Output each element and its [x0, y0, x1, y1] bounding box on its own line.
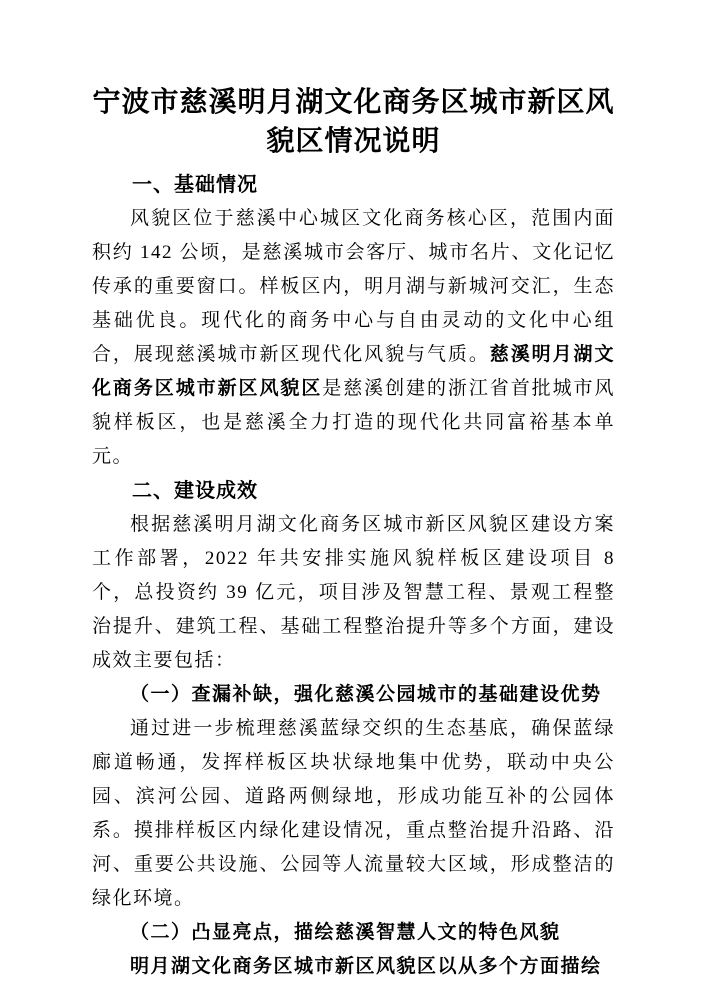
section-1-paragraph — [92, 202, 615, 474]
paragraph-text: 是慈溪创建的浙江省首批城市风貌样板区，也是慈溪全力打造的现代化共同富裕基本单元。 — [92, 378, 615, 467]
subsection-2-paragraph: 明月湖文化商务区城市新区风貌区以从多个方面描绘 — [130, 956, 602, 977]
section-2-paragraph: 根据慈溪明月湖文化商务区城市新区风貌区建设方案工作部署，2022 年共安排实施风貌样板区建设项目 8 个，总投资约 39 亿元，项目涉及智慧工程、景观工程整治提升、建筑工程、基础工程整治提升等多个方面，建设成效主要包括： — [92, 514, 615, 671]
paragraph-bold-phrase: 慈溪明月湖文化商务区城市新区风貌区 — [92, 344, 615, 399]
document-title: 宁波市慈溪明月湖文化商务区城市新区风貌区情况说明 — [92, 86, 615, 156]
subsection-1-heading: （一）查漏补缺，强化慈溪公园城市的基础建设优势 — [130, 684, 602, 705]
section-1-heading: 一、基础情况 — [132, 174, 258, 196]
section-2-heading: 二、建设成效 — [132, 480, 258, 502]
subsection-1-paragraph: 通过进一步梳理慈溪蓝绿交织的生态基底，确保蓝绿廊道畅通，发挥样板区块状绿地集中优势，联动中央公园、滨河公园、道路两侧绿地，形成功能互补的公园体系。摸排样板区内绿化建设情况，重点整治提升沿路、沿河、重要公共设施、公园等人流量较大区域，形成整洁的绿化环境。 — [92, 718, 615, 909]
subsection-2-heading: （二）凸显亮点，描绘慈溪智慧人文的特色风貌 — [130, 922, 561, 943]
paragraph-text: 风貌区位于慈溪中心城区文化商务核心区，范围内面积约 142 公顷，是慈溪城市会客厅、城市名片、文化记忆传承的重要窗口。样板区内，明月湖与新城河交汇，生态基础优良。现代化的商务中心与自由灵动的文化中心组合，展现慈溪城市新区现代化风貌与气质。 — [92, 208, 615, 365]
